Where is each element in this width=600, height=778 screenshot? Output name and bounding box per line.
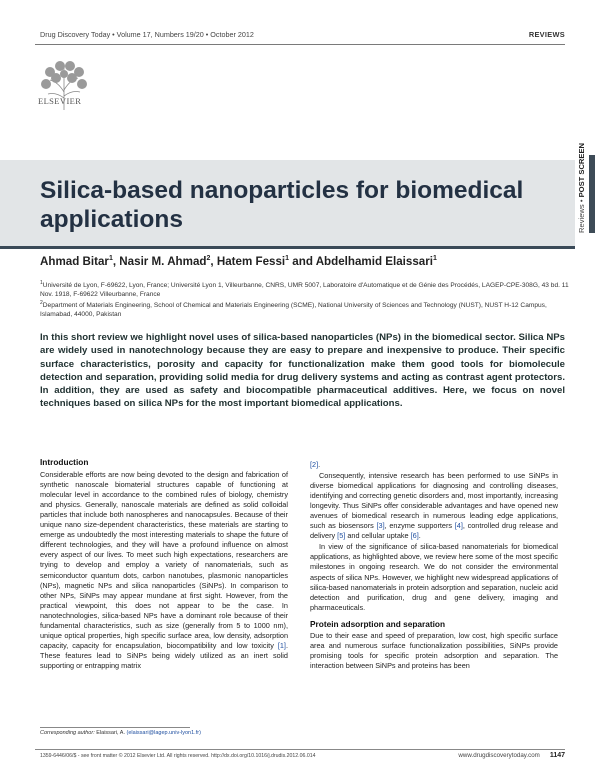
author: Abdelhamid Elaissari — [315, 255, 433, 268]
body-column-right — [310, 460, 558, 671]
author-separator: and — [289, 255, 316, 268]
author-affiliation-mark: 1 — [432, 255, 437, 263]
paragraph: In view of the significance of silica-based nanomaterials for biomedical applications, as highlighted above, we review here some of the most specific milestones in ongoing research. We do not consider the environmental aspects of silica NPs. However, we highlight new widespread applications of silica-based nanomaterials in protein adsorption and separation, nucleic acid detection and purification, drug and gene delivery, imaging and pharmaceuticals. — [310, 542, 558, 612]
footnote-rule — [40, 727, 190, 728]
author-list — [40, 255, 437, 268]
corresponding-author — [40, 730, 201, 736]
footer-rule — [35, 749, 565, 750]
paragraph-text: Considerable efforts are now being devoted to the design and fabrication of synthetic nanoscale biomaterial structures capable of functioning at molecular level in accordance to the combined rules of biology, chemistry and physics. Generally, nanoscale materials are defined as solid colloidal particles that include both nanospheres and nanocapsules. Because of their unique nano size-dependent characteristics, these materials are starting to emerge as undoubtedly the most interesting materials to shape the future of different technologies, and they will have a profound influence on almost every aspect of our lives. To meet such high expectations, researchers are trying to develop and employ a variety of nanomaterials, such as semiconductor quantum dots, carbon nanotubes, plasmonic nanoparticles (NPs), magnetic NPs and silica nanoparticles (SiNPs). In comparison to other NPs, SiNPs may appear mundane at first sight. However, from the practical viewpoint, this does not appear to be the case. In nanotechnologies, silica-based NPs have a dominant role because of their fundamental characteristics, such as size (generally from 5 to 1000 nm), unique optical properties, high specific surface area, low density, adsorption capacity, capacity for encapsulation, biocompatibility and low toxicity — [40, 470, 288, 650]
paragraph: Due to their ease and speed of preparation, low cost, high specific surface area and numerous surface functionalization possibilities, SiNPs provide promising tools for specific protein adsorption and separation. The interaction between SiNPs and proteins has been — [310, 630, 558, 670]
title-rule — [0, 246, 575, 249]
corresponding-name: Elaissari, A. — [96, 730, 125, 736]
citation-link[interactable]: [5] — [337, 531, 346, 541]
section-label: REVIEWS — [528, 30, 565, 39]
paragraph-text: . — [418, 531, 421, 541]
abstract: In this short review we highlight novel uses of silica-based nanoparticles (NPs) in the biomedical sector. Silica NPs are widely used in nanotechnology because they are easy to prepare and inexpensive to produce. Their specific surface characteristics, porosity and capacity for functionalization make them good tools for biomolecule detection and separation, providing solid media for drug delivery systems and acting as contrast agent protectors. In addition, they are used as safety and biocompatible pharmaceutical additives. Here, we focus on novel techniques based on silica NPs for the most important biomedical applications. — [40, 332, 565, 410]
author-affiliation-mark: 2 — [206, 255, 211, 263]
footer-website-link[interactable]: www.drugdiscoverytoday.com — [458, 752, 540, 759]
paragraph-text: , controlled drug release and delivery — [310, 521, 558, 541]
paragraph — [310, 460, 558, 470]
paragraph — [310, 471, 558, 541]
author: Ahmad Bitar — [40, 255, 109, 268]
author-separator: , — [210, 255, 217, 268]
footer-copyright: 1359-6446/06/$ - see front matter © 2012 Elsevier Ltd. All rights reserved. http://dx.doi.org/10.1016/j.drudis.2012.06.014 — [40, 753, 316, 759]
author: Hatem Fessi — [216, 255, 286, 268]
affiliation-text: Department of Materials Engineering, School of Chemical and Materials Engineering (SCME), National University of Sciences and Technology (NUST), NUST H-12 Campus, Islamabad, 44000, Pakistan — [40, 302, 547, 319]
affiliation-number: 2 — [40, 300, 43, 306]
corresponding-label: Corresponding author: — [40, 730, 95, 736]
paragraph-text: . — [318, 460, 321, 469]
body-column-left — [40, 457, 288, 671]
paragraph-text: and cellular uptake — [345, 531, 411, 541]
author-separator: , — [112, 255, 120, 268]
author-affiliation-mark: 1 — [285, 255, 290, 263]
side-tab-reviews: Reviews — [577, 204, 586, 233]
citation-link[interactable]: [6] — [410, 531, 419, 541]
affiliation — [40, 299, 570, 320]
side-tab-bar — [589, 155, 595, 233]
citation-link[interactable]: [3] — [376, 521, 385, 531]
side-tab-label: Reviews • POST SCREEN — [577, 142, 586, 233]
citation-link[interactable]: [2] — [310, 460, 319, 469]
author: Nasir M. Ahmad — [119, 255, 207, 268]
citation-link[interactable]: [4] — [454, 521, 463, 531]
side-tab-post-screen: POST SCREEN — [577, 142, 586, 198]
footer-right — [458, 752, 565, 759]
affiliation-number: 1 — [40, 280, 43, 286]
paragraph-text: , enzyme supporters — [384, 521, 455, 531]
affiliation-text: Université de Lyon, F-69622, Lyon, France; Université Lyon 1, Villeurbanne, CNRS, UMR 5007, Laboratoire d'Automatique et de Génie des Procédés, LAGEP-CPE-308G, 43 bd. 11 Nov. 1918, F-69622 Villeurbanne, France — [40, 282, 569, 299]
author-affiliation-mark: 1 — [108, 255, 113, 263]
journal-citation: Drug Discovery Today • Volume 17, Numbers 19/20 • October 2012 — [40, 30, 254, 39]
article-title: Silica-based nanoparticles for biomedical applications — [40, 177, 524, 233]
section-heading: Introduction — [40, 457, 89, 467]
corresponding-email-link[interactable]: (elaissari@lagep.univ-lyon1.fr) — [126, 730, 201, 736]
paragraph-text: . These features lead to SiNPs being widely utilized as an inert solid supporting or entrapping matrix — [40, 640, 288, 670]
section-heading: Protein adsorption and separation — [310, 618, 446, 629]
publisher-name: ELSEVIER — [38, 96, 82, 106]
paragraph — [40, 470, 288, 671]
page-number: 1147 — [549, 752, 565, 759]
paragraph-text: Consequently, intensive research has been performed to use SiNPs in diverse biomedical applications for diagnosing and controlling diseases, identifying and correcting genetic disorders and, most importantly, increasing longevity. Thus SiNPs offer considerable advantages and have opened new avenues of biomedical research in numerous leading edge applications, such as biosensors — [310, 471, 558, 531]
header-rule — [35, 44, 565, 45]
citation-link[interactable]: [1] — [277, 640, 286, 650]
affiliation — [40, 279, 570, 300]
